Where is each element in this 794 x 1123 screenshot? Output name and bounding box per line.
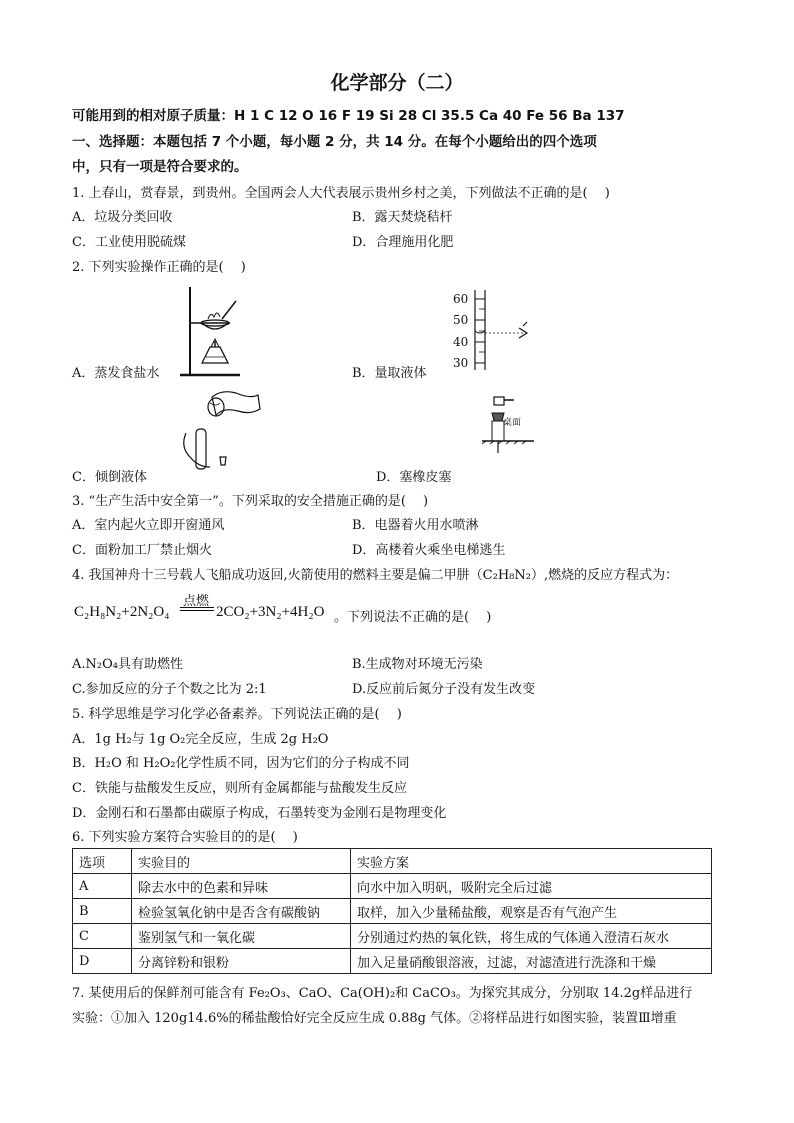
q5-stem: 5. 科学思维是学习化学必备素养。下列说法正确的是( ): [72, 707, 402, 722]
q4-equation-left: C₂H₈N₂+2N₂O₄: [74, 604, 170, 620]
table-row: [73, 949, 712, 974]
table-cell: 向水中加入明矾，吸附完全后过滤: [351, 874, 712, 899]
section-heading-line2: 中，只有一项是符合要求的。: [72, 159, 248, 175]
q3-option-b: B．电器着火用水喷淋: [352, 518, 479, 533]
q3-option-d: D．高楼着火乘坐电梯逃生: [352, 543, 506, 558]
q2-stem: 2. 下列实验操作正确的是( ): [72, 260, 246, 275]
q4-option-c: C.参加反应的分子个数之比为 2:1: [72, 682, 267, 697]
q2-option-d: D．塞橡皮塞: [376, 470, 452, 485]
cylinder-tick-60: 60: [453, 292, 469, 306]
q3-option-a: A．室内起火立即开窗通风: [72, 518, 225, 533]
table-cell: 取样，加入少量稀盐酸，观察是否有气泡产生: [351, 899, 712, 924]
table-cell: 检验氢氧化钠中是否含有碳酸钠: [132, 899, 351, 924]
table-cell: C: [73, 924, 132, 949]
desk-label: 桌面: [503, 418, 522, 428]
q5-option-d: D．金刚石和石墨都由碳原子构成，石墨转变为金刚石是物理变化: [72, 806, 447, 821]
q4-stem: 4. 我国神舟十三号载人飞船成功返回,火箭使用的燃料主要是偏二甲肼（C₂H₈N₂）,燃烧的反应方程式为：: [72, 568, 679, 583]
pouring-liquid-figure: [170, 385, 265, 475]
q5-option-c: C．铁能与盐酸发生反应，则所有金属都能与盐酸发生反应: [72, 781, 407, 796]
cylinder-tick-40: 40: [453, 335, 469, 349]
table-cell: 除去水中的色素和异味: [132, 874, 351, 899]
cylinder-tick-50: 50: [453, 313, 469, 327]
q5-option-a: A．1g H₂与 1g O₂完全反应，生成 2g H₂O: [72, 732, 329, 747]
page-title: 化学部分（二）: [330, 72, 464, 94]
q2-option-a: A．蒸发食盐水: [72, 366, 160, 381]
q4-option-d: D.反应前后氮分子没有发生改变: [352, 682, 536, 697]
table-cell: 加入足量硝酸银溶液，过滤，对滤渣进行洗涤和干燥: [351, 949, 712, 974]
q4-equation-tail: 。下列说法不正确的是( ): [334, 610, 492, 625]
q4-option-a: A.N₂O₄具有助燃性: [72, 657, 183, 672]
table-cell: 分离锌粉和银粉: [132, 949, 351, 974]
q1-option-a: A．垃圾分类回收: [72, 210, 173, 225]
q7-line1: 7. 某使用后的保鲜剂可能含有 Fe₂O₃、CaO、Ca(OH)₂和 CaCO₃。为探究其成分，分别取 14.2g样品进行: [72, 986, 693, 1001]
q4-equation-double-line: [180, 607, 214, 611]
table-header-cell: 实验目的: [132, 849, 351, 874]
table-header-cell: 实验方案: [351, 849, 712, 874]
section-heading-line1: 一、选择题：本题包括 7 个小题，每小题 2 分，共 14 分。在每个小题给出的四个选项: [72, 134, 597, 150]
table-header-row: [73, 849, 712, 874]
q6-stem: 6. 下列实验方案符合实验目的的是( ): [72, 830, 298, 845]
q4-equation-right: 2CO₂+3N₂+4H₂O: [216, 604, 325, 620]
q1-option-d: D．合理施用化肥: [352, 235, 454, 250]
q2-option-c: C．倾倒液体: [72, 470, 147, 485]
q3-option-c: C．面粉加工厂禁止烟火: [72, 543, 212, 558]
q1-option-c: C．工业使用脱硫煤: [72, 235, 186, 250]
atomic-masses: 可能用到的相对原子质量：H 1 C 12 O 16 F 19 Si 28 Cl 35.5 Ca 40 Fe 56 Ba 137: [72, 108, 625, 124]
table-row: [73, 899, 712, 924]
evaporation-apparatus-figure: [170, 283, 250, 381]
q5-option-b: B．H₂O 和 H₂O₂化学性质不同，因为它们的分子构成不同: [72, 756, 410, 771]
table-cell: 分别通过灼热的氧化铁，将生成的气体通入澄清石灰水: [351, 924, 712, 949]
table-cell: 鉴别氢气和一氧化碳: [132, 924, 351, 949]
table-cell: D: [73, 949, 132, 974]
q7-line2: 实验：①加入 120g14.6%的稀盐酸恰好完全反应生成 0.88g 气体。②将样品进行如图实验，装置Ⅲ增重: [72, 1011, 677, 1026]
q6-table: [72, 848, 712, 974]
table-row: [73, 924, 712, 949]
q1-stem: 1. 上春山，赏春景，到贵州。全国两会人大代表展示贵州乡村之美，下列做法不正确的是( ): [72, 186, 610, 201]
table-row: [73, 874, 712, 899]
cylinder-tick-30: 30: [453, 356, 469, 370]
q4-equation-condition: 点燃: [183, 594, 210, 609]
table-header-cell: 选项: [73, 849, 132, 874]
table-cell: A: [73, 874, 132, 899]
q4-option-b: B.生成物对环境无污染: [352, 657, 483, 672]
q3-stem: 3. “生产生活中安全第一”。下列采取的安全措施正确的是( ): [72, 494, 429, 509]
q2-option-b: B．量取液体: [352, 366, 427, 381]
q1-option-b: B．露天焚烧秸杆: [352, 210, 453, 225]
table-cell: B: [73, 899, 132, 924]
